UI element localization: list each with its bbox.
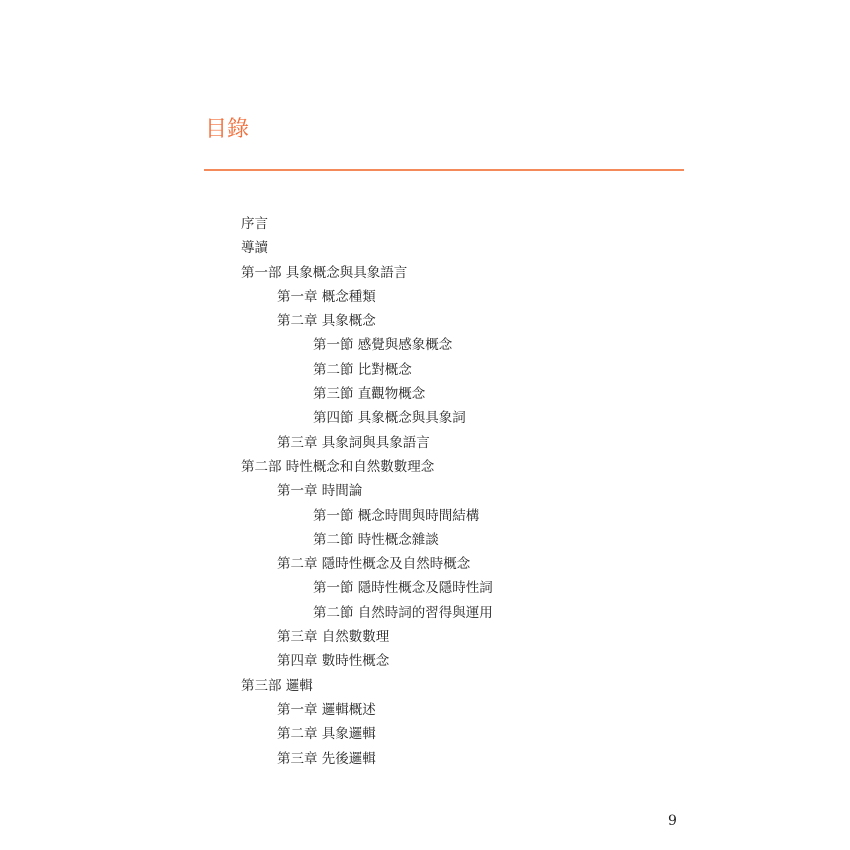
toc-entry: 第一節 感覺與感象概念 xyxy=(313,337,453,354)
title-divider xyxy=(204,169,684,171)
toc-entry: 序言 xyxy=(241,216,268,232)
toc-entry: 第一節 概念時間與時間結構 xyxy=(313,507,480,524)
toc-entry: 第二部 時性概念和自然數數理念 xyxy=(241,458,435,475)
toc-entry: 第三章 自然數數理 xyxy=(277,629,390,646)
toc-entry: 第一章 時間論 xyxy=(277,483,363,500)
toc-entry: 第二章 具象邏輯 xyxy=(277,726,376,743)
toc-entry: 第二節 比對概念 xyxy=(313,361,412,378)
toc-entry: 第四節 具象概念與具象詞 xyxy=(313,410,466,427)
toc-entry: 第三節 直觀物概念 xyxy=(313,386,426,403)
page-title: 目錄 xyxy=(205,117,250,142)
toc-entry: 第三章 具象詞與具象語言 xyxy=(277,434,430,451)
toc-entry: 第四章 數時性概念 xyxy=(277,653,390,670)
toc-entry: 第二章 隱時性概念及自然時概念 xyxy=(277,556,471,573)
table-of-contents xyxy=(0,212,850,771)
toc-entry: 第一章 概念種類 xyxy=(277,288,376,305)
toc-entry: 第一節 隱時性概念及隱時性詞 xyxy=(313,580,493,597)
toc-entry: 第二節 時性概念雜談 xyxy=(313,531,439,548)
toc-entry: 第一章 邏輯概述 xyxy=(277,701,376,718)
toc-entry: 第二章 具象概念 xyxy=(277,313,376,330)
toc-entry: 第一部 具象概念與具象語言 xyxy=(241,264,408,281)
toc-entry: 導讀 xyxy=(241,240,268,257)
page-number: 9 xyxy=(668,813,677,829)
toc-entry: 第三部 邏輯 xyxy=(241,677,313,694)
toc-entry: 第三章 先後邏輯 xyxy=(277,750,376,767)
toc-entry: 第二節 自然時詞的習得與運用 xyxy=(313,604,493,621)
